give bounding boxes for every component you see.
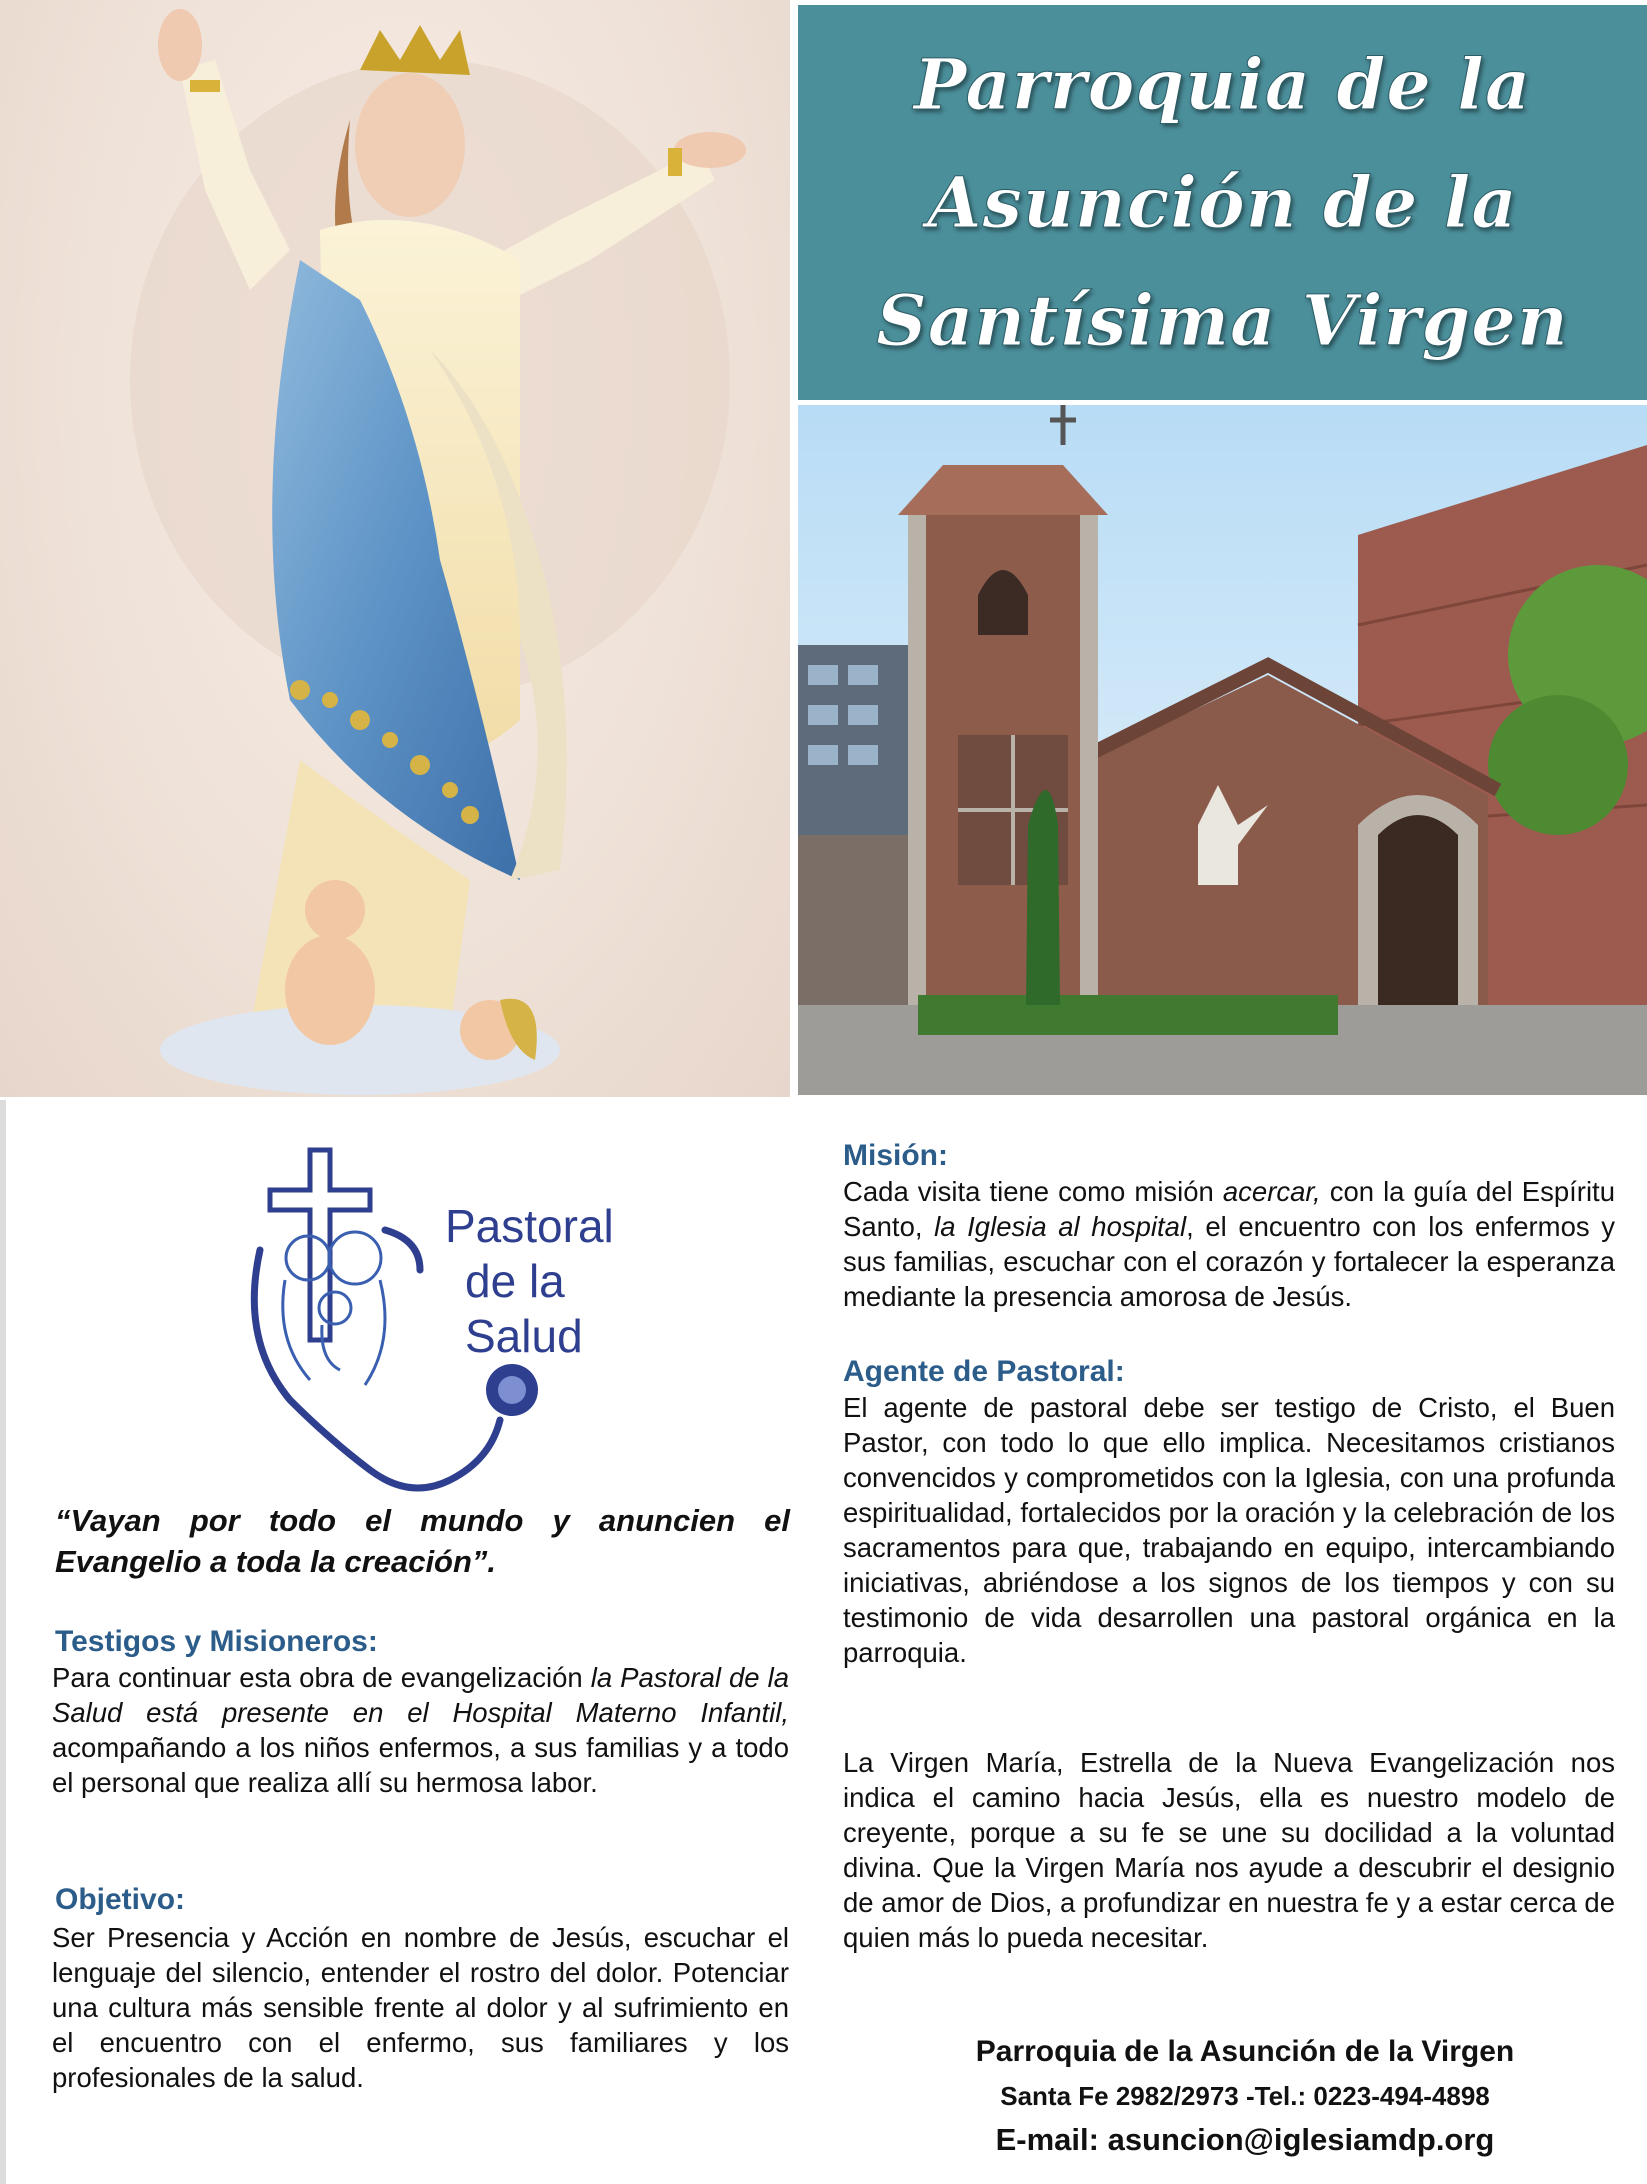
title-line-2: Asunción de la (927, 160, 1518, 244)
objetivo-paragraph: Ser Presencia y Acción en nombre de Jesús, escuchar el lenguaje del silencio, entender el rostro del dolor. Potenciar una cultura más sensible frente al dolor y al sufrimiento en el encuentro con el enfermo, sus familiares y los profesionales de la salud. (52, 1922, 789, 2093)
agente-title: Agente de Pastoral: (843, 1355, 1125, 1388)
mision-text-3: , el encuentro con los enfermos y sus familias, escuchar con el corazón y fortalecer la esperanza mediante la presencia amorosa de Jesús. (843, 1211, 1615, 1312)
title-line-1: Parroquia de la (913, 42, 1532, 126)
logo-text-line-3: Salud (465, 1310, 583, 1362)
testigos-text-1: Para continuar esta obra de evangelización (52, 1662, 591, 1693)
virgin-statue-illustration (0, 0, 790, 1097)
mision-text-emphasis-2: la Iglesia al hospital (934, 1211, 1187, 1242)
mision-paragraph (843, 1174, 1615, 1314)
stethoscope-chestpiece-icon (486, 1364, 538, 1416)
footer-parish-name: Parroquia de la Asunción de la Virgen (975, 2035, 1515, 2068)
testigos-text-2: acompañando a los niños enfermos, a sus familias y a todo el personal que realiza allí su hermosa labor. (52, 1732, 789, 1798)
testigos-paragraph (52, 1660, 789, 1800)
testigos-text-emphasis: la Pastoral de la Salud está presente en el Hospital Materno Infantil, (52, 1662, 789, 1728)
footer-address-phone: Santa Fe 2982/2973 -Tel.: 0223-494-4898 (1000, 2081, 1490, 2111)
pastoral-salud-logo (250, 1140, 640, 1510)
column-divider (0, 1100, 6, 2184)
logo-text-line-2: de la (465, 1255, 565, 1307)
objetivo-title: Objetivo: (55, 1883, 186, 1916)
mision-text-emphasis-1: acercar, (1222, 1176, 1321, 1207)
logo-text-line-1: Pastoral (445, 1200, 614, 1252)
title-banner (798, 5, 1647, 400)
family-figures-icon (283, 1232, 385, 1385)
mision-text-1: Cada visita tiene como misión (843, 1176, 1223, 1207)
church-photo (798, 405, 1647, 1095)
title-line-3: Santísima Virgen (876, 278, 1569, 362)
mision-text-2: con la guía del Espíritu Santo, (843, 1176, 1615, 1242)
gospel-quote: “Vayan por todo el mundo y anuncien el Evangelio a toda la creación”. (55, 1503, 790, 1579)
footer-email: E-mail: asuncion@iglesiamdp.org (995, 2122, 1495, 2157)
testigos-title: Testigos y Misioneros: (55, 1625, 378, 1658)
virgin-statue-photo (0, 0, 790, 1097)
virgen-paragraph: La Virgen María, Estrella de la Nueva Evangelización nos indica el camino hacia Jesús, ella es nuestro modelo de creyente, porque a su fe se une su docilidad a la voluntad divina. Que la Virgen María nos ayude a descubrir el designio de amor de Dios, a profundizar en nuestra fe y a estar cerca de quien más lo pueda necesitar. (843, 1747, 1615, 1953)
church-illustration (798, 405, 1647, 1095)
mision-title: Misión: (843, 1139, 948, 1172)
agente-paragraph: El agente de pastoral debe ser testigo de Cristo, el Buen Pastor, con todo lo que ello implica. Necesitamos cristianos convencidos y comprometidos con la Iglesia, con una profunda espiritualidad, fortalecidos por la oración y la celebración de los sacramentos para que, trabajando en equipo, intercambiando iniciativas, abriéndose a los signos de los tiempos y con su testimonio de vida desarrollen una pastoral orgánica en la parroquia. (843, 1392, 1615, 1668)
